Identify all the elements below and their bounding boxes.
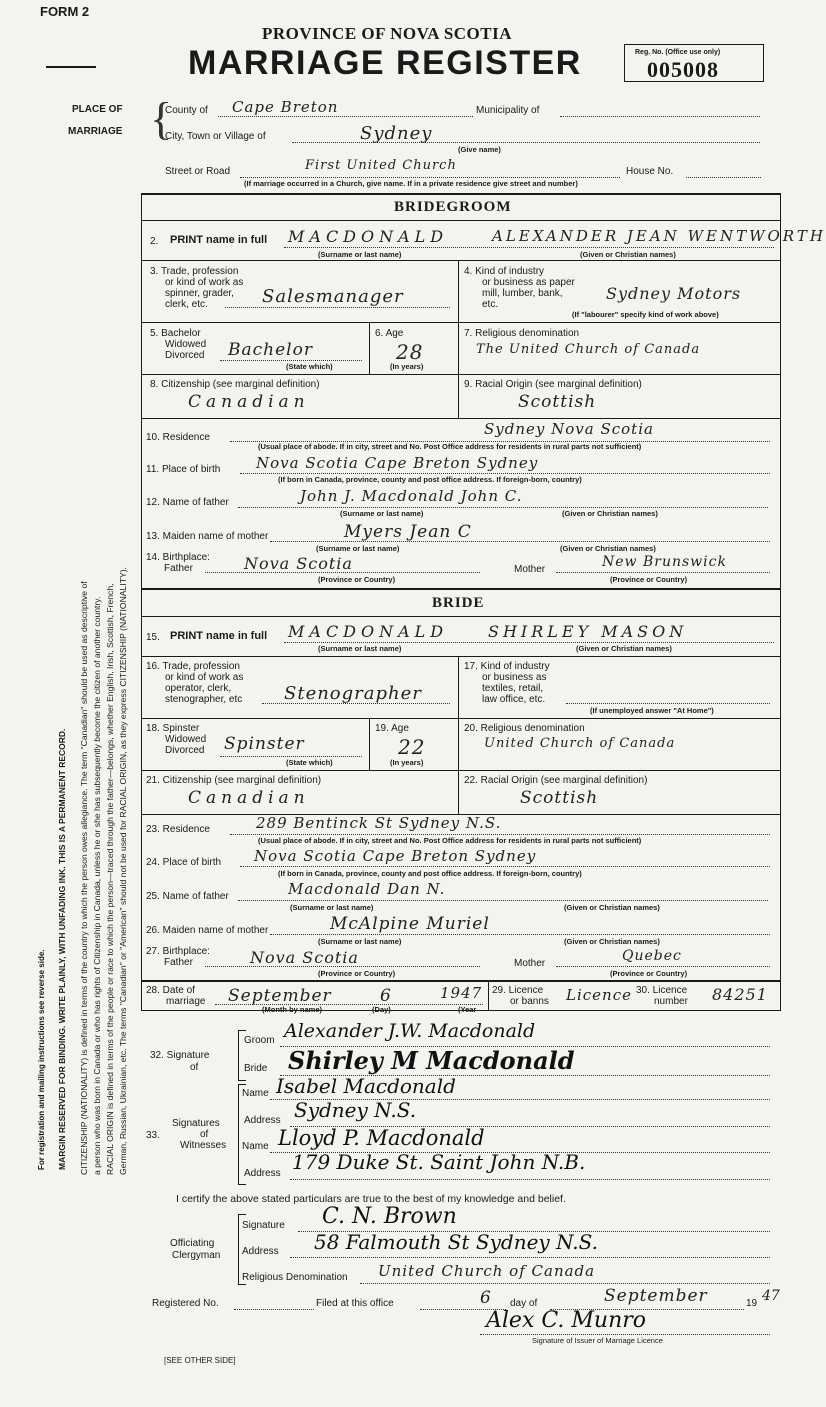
w2-name: Lloyd P. Macdonald (278, 1126, 485, 1150)
bride-prov-note2: (Province or Country) (610, 969, 688, 978)
w1-name-label: Name (242, 1088, 269, 1099)
groom-surname: MACDONALD (288, 227, 449, 246)
groom-religion: The United Church of Canada (476, 342, 701, 357)
province-heading: PROVINCE OF NOVA SCOTIA (262, 24, 513, 43)
clergy-sig-label: Signature (242, 1220, 285, 1231)
date-label1: 28. Date of (146, 985, 195, 996)
bride-surname-note: (Surname or last name) (318, 644, 402, 653)
margin-text-4: a person who was born in Canada or who has rights of Citizenship in Canada, unless he or she has subsequently become the citizen of another country. (92, 596, 102, 1175)
w1-address: Sydney N.S. (294, 1098, 417, 1122)
bride-status: Spinster (224, 734, 305, 754)
witness-label3: Witnesses (180, 1140, 227, 1151)
bride-father-note2: (Given or Christian names) (564, 903, 660, 912)
w2-address: 179 Duke St. Saint John N.B. (292, 1150, 586, 1174)
place-label-1: PLACE OF (72, 104, 123, 115)
bride-f17-l4: law office, etc. (482, 694, 546, 705)
groom-age: 28 (396, 340, 424, 364)
bride-bp-label2: Father (164, 957, 193, 968)
bride-age: 22 (398, 735, 426, 759)
groom-bp-mother-label: Mother (514, 564, 546, 575)
bride-religion: United Church of Canada (484, 736, 676, 751)
bride-f15-num: 15. (146, 632, 160, 643)
clergy-rel-label: Religious Denomination (242, 1272, 348, 1283)
bride-father-note1: (Surname or last name) (290, 903, 374, 912)
groom-print-label: PRINT name in full (170, 234, 268, 246)
groom-residence: Sydney Nova Scotia (484, 420, 654, 438)
bride-res-note: (Usual place of abode. If in city, street and No. Post Office address for residents in rural parts not sufficient) (258, 836, 642, 845)
sig-of: of (190, 1062, 199, 1073)
bride-f17-note: (If unemployed answer "At Home") (590, 706, 714, 715)
bride-print-label: PRINT name in full (170, 630, 268, 642)
filed-year-prefix: 19 (746, 1298, 758, 1309)
w2-address-label: Address (244, 1168, 281, 1179)
clergy-address-label: Address (242, 1246, 279, 1257)
filed-year: 47 (762, 1288, 780, 1304)
form-number: FORM 2 (40, 4, 90, 19)
groom-bp-label1: 14. Birthplace: (146, 552, 210, 563)
bride-bp-mother-label: Mother (514, 958, 546, 969)
street-label: Street or Road (165, 166, 231, 177)
groom-mother-note1: (Surname or last name) (316, 544, 400, 553)
bride-f16-l4: stenographer, etc (165, 694, 243, 705)
groom-birthplace: Nova Scotia Cape Breton Sydney (256, 454, 539, 472)
groom-in-years: (In years) (390, 362, 424, 371)
groom-bp-father: Nova Scotia (244, 554, 353, 573)
clergy-address: 58 Falmouth St Sydney N.S. (314, 1230, 599, 1254)
groom-f3-l4: clerk, etc. (165, 299, 208, 310)
groom-bp-label2: Father (164, 563, 193, 574)
reg-number: 005008 (647, 57, 719, 82)
bride-mother-note2: (Given or Christian names) (564, 937, 660, 946)
witness-num: 33. (146, 1130, 160, 1141)
groom-f3-l2: or kind of work as (165, 277, 244, 288)
day-of-label: day of (510, 1298, 538, 1309)
issuer-signature: Alex C. Munro (486, 1308, 647, 1333)
bride-f16-l2: or kind of work as (165, 672, 244, 683)
witness-label2: of (200, 1129, 209, 1140)
filed-day: 6 (480, 1288, 492, 1308)
licno-label2: number (654, 996, 688, 1007)
licence-number: 84251 (712, 985, 768, 1004)
margin-text-6: German, Russian, Ukrainian, etc. The terms "Canadian" or "American" should not be used for RACIAL ORIGIN, as they express CITIZENSHIP (NATIONALITY). (118, 567, 128, 1175)
bride-f17-l1: 17. Kind of industry (464, 661, 550, 672)
margin-text-1: For registration and mailing instructions see reverse side. (37, 949, 46, 1170)
groom-f5-l3: Divorced (165, 350, 205, 361)
bride-father: Macdonald Dan N. (288, 880, 446, 898)
licno-label1: 30. Licence (636, 985, 688, 996)
bride-mother-label: 26. Maiden name of mother (146, 925, 269, 936)
groom-racial: Scottish (518, 392, 597, 412)
date-label2: marriage (166, 996, 206, 1007)
issuer-label: Signature of Issuer of Marriage Licence (532, 1336, 663, 1345)
groom-birth-note: (If born in Canada, province, county and post office address. If foreign-born, country) (278, 475, 582, 484)
bride-mother-note1: (Surname or last name) (318, 937, 402, 946)
groom-f3-l3: spinner, grader, (165, 288, 234, 299)
groom-f4-l4: etc. (482, 299, 499, 310)
bride-birth-note: (If born in Canada, province, county and post office address. If foreign-born, country) (278, 869, 582, 878)
page-title: MARRIAGE REGISTER (188, 44, 582, 82)
groom-industry: Sydney Motors (606, 284, 742, 303)
bride-given-note: (Given or Christian names) (576, 644, 672, 653)
filed-label: Filed at this office (316, 1298, 394, 1309)
bride-f17-l2: or business as (482, 672, 547, 683)
bride-f18-l3: Divorced (165, 745, 205, 756)
clergy-label1: Officiating (170, 1238, 215, 1249)
groom-f5-l1: 5. Bachelor (150, 328, 201, 339)
groom-res-label: 10. Residence (146, 432, 210, 443)
county-label: County of (165, 105, 208, 116)
place-label-2: MARRIAGE (68, 126, 123, 137)
groom-given: ALEXANDER JEAN WENTWORTH (492, 227, 826, 245)
marriage-year: 1947 (440, 984, 483, 1002)
groom-father: John J. Macdonald John C. (300, 487, 523, 505)
groom-mother-label: 13. Maiden name of mother (146, 531, 269, 542)
bride-signature: Shirley M Macdonald (288, 1046, 575, 1075)
groom-cit-label: 8. Citizenship (see marginal definition) (150, 379, 320, 390)
licence-label1: 29. Licence (492, 985, 544, 996)
margin-text-2: MARGIN RESERVED FOR BINDING. WRITE PLAINLY, WITH UNFADING INK. THIS IS A PERMANENT RECORD. (57, 728, 67, 1170)
bride-birth-label: 24. Place of birth (146, 857, 222, 868)
city-label: City, Town or Village of (165, 131, 266, 142)
groom-f2-num: 2. (150, 236, 159, 247)
bride-cit-label: 21. Citizenship (see marginal definition) (146, 775, 322, 786)
bride-f18-l2: Widowed (165, 734, 207, 745)
w1-address-label: Address (244, 1115, 281, 1126)
bride-state-which: (State which) (286, 758, 333, 767)
bride-mother: McAlpine Muriel (330, 914, 490, 934)
bride-heading: BRIDE (432, 595, 485, 611)
municipality-label: Municipality of (476, 105, 540, 116)
reg-label: Reg. No. (Office use only) (635, 49, 721, 56)
clergy-religion: United Church of Canada (378, 1262, 596, 1280)
groom-bp-mother: New Brunswick (602, 554, 727, 570)
groom-f4-note: (If "labourer" specify kind of work above) (572, 310, 719, 319)
margin-text-5: RACIAL ORIGIN is defined in terms of the people or race to which the person—traced through the father—belongs, whether English, Irish, Scottish, French, (105, 583, 115, 1175)
street-value: First United Church (305, 158, 457, 173)
w1-name: Isabel Macdonald (276, 1074, 456, 1098)
groom-signature: Alexander J.W. Macdonald (284, 1020, 536, 1042)
street-note: (If marriage occurred in a Church, give name. If in a private residence give street and number) (244, 179, 578, 188)
bride-f18-l1: 18. Spinster (146, 723, 200, 734)
groom-father-note2: (Given or Christian names) (562, 509, 658, 518)
groom-res-note: (Usual place of abode. If in city, street and No. Post Office address for residents in rural parts not sufficient) (258, 442, 642, 451)
groom-f4-l3: mill, lumber, bank, (482, 288, 563, 299)
groom-f4-l2: or business as paper (482, 277, 575, 288)
bride-religion-label: 20. Religious denomination (464, 723, 585, 734)
groom-f5-l2: Widowed (165, 339, 207, 350)
groom-state-which: (State which) (286, 362, 333, 371)
bride-trade: Stenographer (284, 683, 422, 704)
groom-f3-l1: 3. Trade, profession (150, 266, 239, 277)
bride-age-label: 19. Age (375, 723, 409, 734)
bride-f16-l3: operator, clerk, (165, 683, 232, 694)
filed-month: September (604, 1286, 708, 1306)
groom-religion-label: 7. Religious denomination (464, 328, 580, 339)
bride-bp-mother: Quebec (622, 948, 682, 964)
groom-status: Bachelor (228, 340, 313, 360)
bride-surname: MACDONALD (288, 622, 449, 641)
groom-sig-label: Groom (244, 1035, 275, 1046)
groom-racial-label: 9. Racial Origin (see marginal definition) (464, 379, 642, 390)
see-other-side: [SEE OTHER SIDE] (164, 1356, 236, 1365)
bride-birthplace: Nova Scotia Cape Breton Sydney (254, 847, 537, 865)
groom-f4-l1: 4. Kind of industry (464, 266, 545, 277)
groom-given-note: (Given or Christian names) (580, 250, 676, 259)
bride-sig-label: Bride (244, 1063, 268, 1074)
marriage-month: September (228, 986, 332, 1006)
bride-father-label: 25. Name of father (146, 891, 229, 902)
witness-label1: Signatures (172, 1118, 220, 1129)
county-value: Cape Breton (232, 98, 339, 116)
bride-f17-l3: textiles, retail, (482, 683, 544, 694)
groom-father-label: 12. Name of father (146, 497, 229, 508)
groom-birth-label: 11. Place of birth (146, 464, 221, 475)
groom-age-label: 6. Age (375, 328, 404, 339)
groom-surname-note: (Surname or last name) (318, 250, 402, 259)
bride-racial: Scottish (520, 788, 599, 808)
give-name-note: (Give name) (458, 145, 501, 154)
bride-given: SHIRLEY MASON (488, 622, 688, 641)
groom-mother-note2: (Given or Christian names) (560, 544, 656, 553)
margin-dash (46, 66, 96, 68)
sig-label: 32. Signature (150, 1050, 210, 1061)
groom-prov-note1: (Province or Country) (318, 575, 396, 584)
registered-no-label: Registered No. (152, 1298, 219, 1309)
groom-citizenship: Canadian (188, 392, 310, 412)
bride-in-years: (In years) (390, 758, 424, 767)
bride-prov-note1: (Province or Country) (318, 969, 396, 978)
groom-mother: Myers Jean C (344, 522, 472, 542)
w2-name-label: Name (242, 1141, 269, 1152)
certify-text: I certify the above stated particulars are true to the best of my knowledge and belief. (176, 1193, 566, 1205)
bride-citizenship: Canadian (188, 788, 310, 808)
groom-prov-note2: (Province or Country) (610, 575, 688, 584)
licence-label2: or banns (510, 996, 549, 1007)
city-value: Sydney (360, 123, 433, 144)
bride-residence: 289 Bentinck St Sydney N.S. (256, 814, 502, 832)
margin-text-3: CITIZENSHIP (NATIONALITY) is defined in terms of the country to which the person owes allegiance. The term "Canadian" should be used as descriptive of (79, 581, 89, 1175)
reg-number-box (624, 44, 764, 82)
house-label: House No. (626, 166, 674, 177)
licence-type: Licence (566, 986, 632, 1004)
groom-heading: BRIDEGROOM (394, 199, 512, 215)
bride-res-label: 23. Residence (146, 824, 210, 835)
clergy-signature: C. N. Brown (322, 1204, 457, 1229)
groom-trade: Salesmanager (262, 286, 404, 307)
groom-father-note1: (Surname or last name) (340, 509, 424, 518)
bride-racial-label: 22. Racial Origin (see marginal definition) (464, 775, 648, 786)
marriage-day: 6 (380, 986, 392, 1006)
bride-bp-father: Nova Scotia (250, 948, 359, 967)
bride-f16-l1: 16. Trade, profession (146, 661, 240, 672)
brace: { (150, 93, 173, 144)
clergy-label2: Clergyman (172, 1250, 221, 1261)
bride-bp-label1: 27. Birthplace: (146, 946, 210, 957)
